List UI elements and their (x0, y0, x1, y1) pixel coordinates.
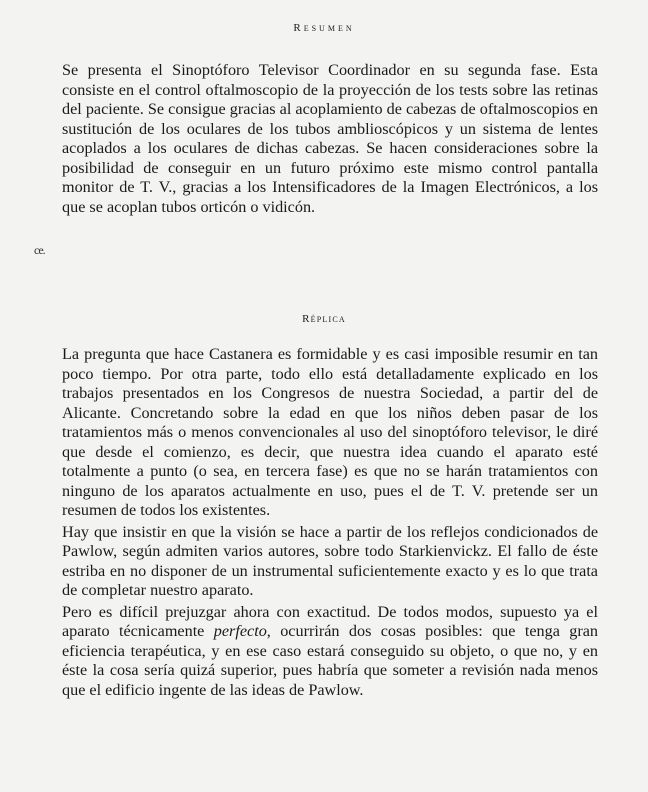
replica-heading: Réplica (302, 313, 346, 325)
replica-section (62, 345, 598, 700)
replica-paragraph-1: La pregunta que hace Castanera es formidable y es casi imposible resumir en tan poco tiempo. Por otra parte, todo ello está detalladamente explicado en los trabajos presentados en los Congresos de nuestra Sociedad, a partir del de Alicante. Concretando sobre la edad en que los niños deben pasar de los tratamientos más o menos convencionales al uso del sinoptóforo televisor, le diré que desde el comienzo, es decir, que nuestra idea cuando el aparato esté totalmente a punto (o sea, en tercera fase) es que no se harán tratamientos con ninguno de los aparatos actualmente en uso, pues el de T. V. pretende ser un resumen de todos los existentes. (62, 345, 598, 519)
replica-paragraph-3-after: , ocurrirán dos cosas posibles: que tenga gran eficiencia terapéutica, y en ese caso estará conseguido su objeto, o que no, y en éste la cosa sería quizá superior, pues habría que someter a revisión nada menos que el edificio ingente de las ideas de Pawlow. (62, 622, 598, 699)
replica-paragraph-3-italic: perfecto (213, 622, 267, 640)
replica-paragraph-3-before: Pero es difícil prejuzgar ahora con exactitud. De todos modos, supuesto ya el aparato técnicamente (62, 602, 598, 640)
replica-paragraph-3 (62, 603, 598, 701)
handwritten-mark: ce. (34, 243, 45, 257)
resumen-paragraph: Se presenta el Sinoptóforo Televisor Coordinador en su segunda fase. Esta consiste en el control oftalmoscopio de la proyección de los tests sobre las retinas del paciente. Se consigue gracias al acoplamiento de cabezas de oftalmoscopios en sustitución de los oculares de los tubos amblioscópicos y un sistema de lentes acoplados a los oculares de dichas cabezas. Se hacen consideraciones sobre la posibilidad de conseguir en un futuro próximo este mismo control pantalla monitor de T. V., gracias a los Intensificadores de la Imagen Electrónicos, a los que se acoplan tubos orticón o vidicón. (62, 61, 598, 216)
replica-paragraph-2: Hay que insistir en que la visión se hace a partir de los reflejos condicionados de Pawlow, según admiten varios autores, sobre todo Starkienvickz. El fallo de éste estriba en no disponer de un instrumental suficientemente exacto y es lo que trata de completar nuestro aparato. (62, 522, 598, 599)
resumen-section (62, 61, 598, 217)
resumen-heading: Resumen (293, 22, 355, 34)
